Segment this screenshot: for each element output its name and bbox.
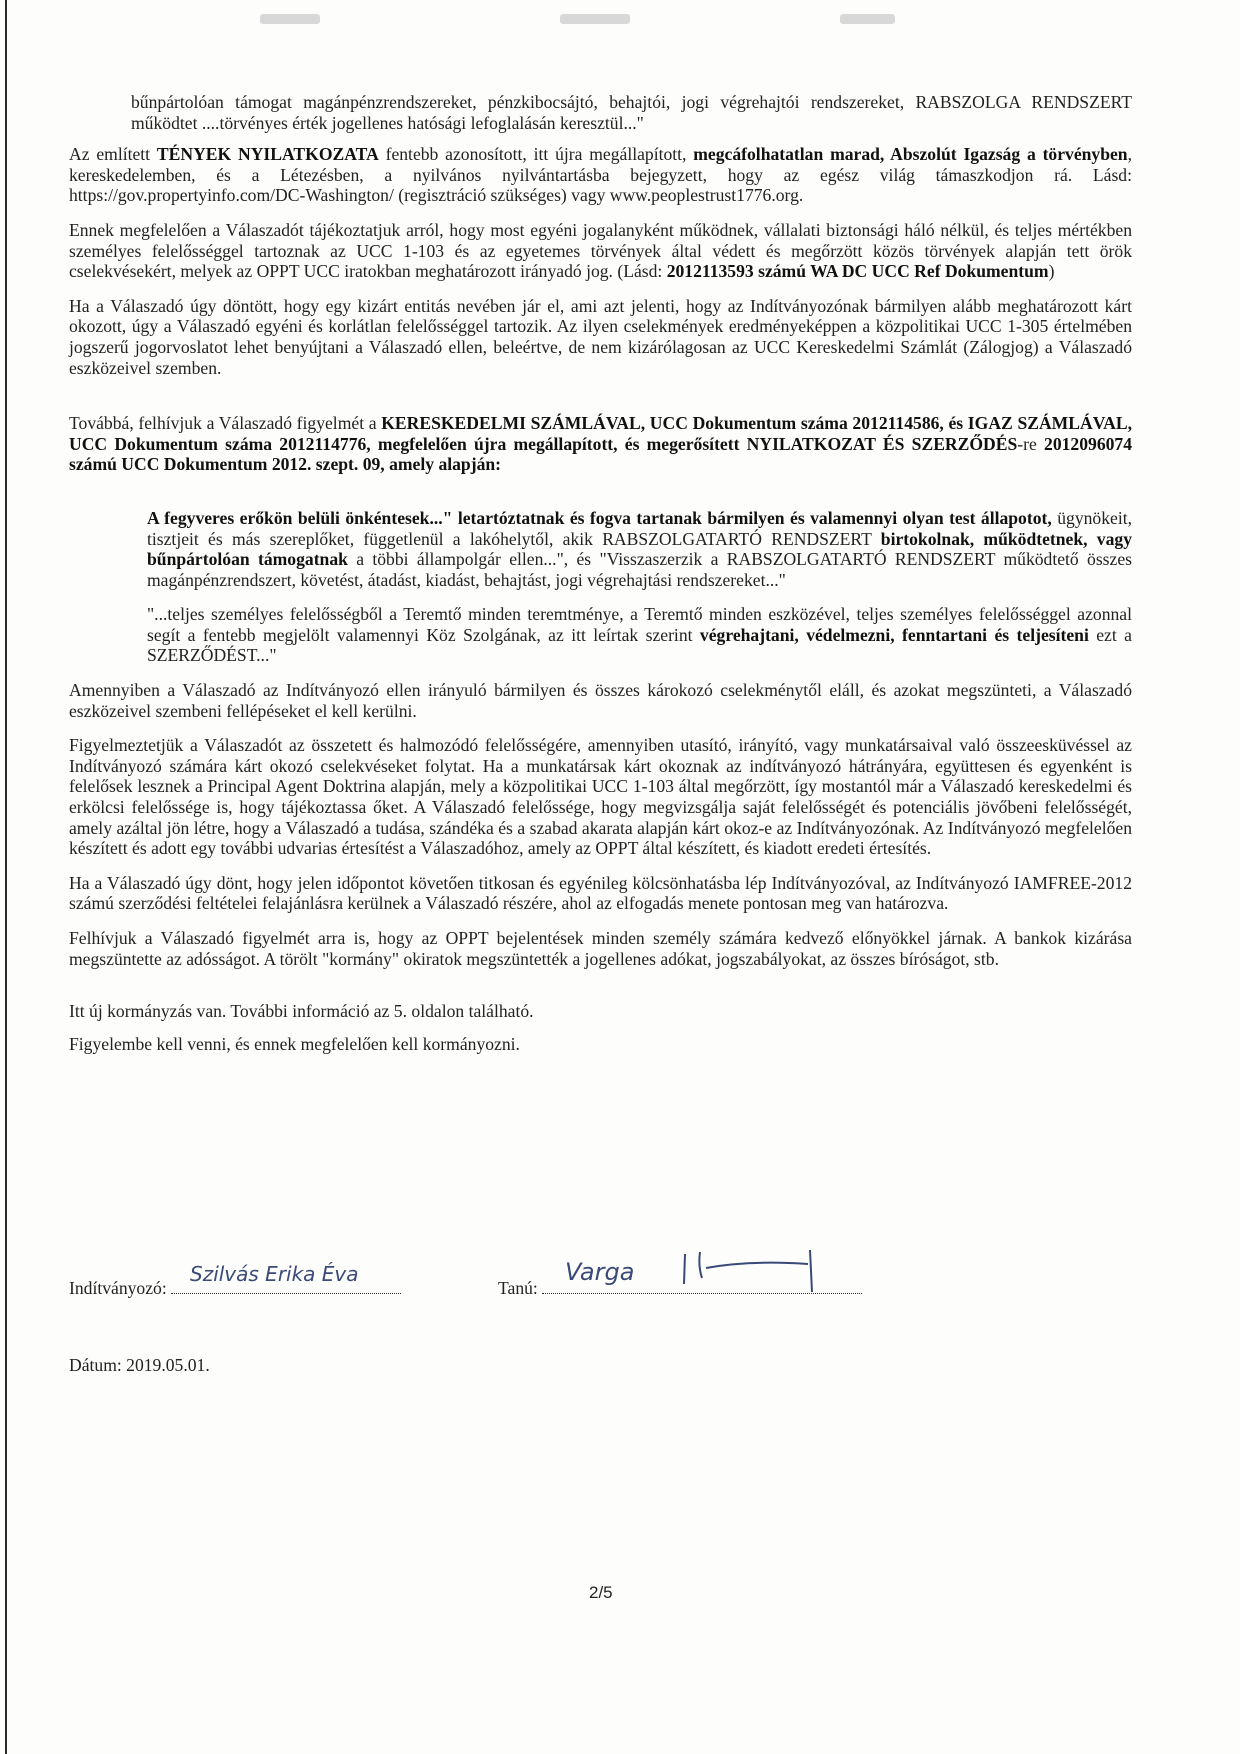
text-run: Az említett — [69, 144, 157, 165]
scan-smudge — [260, 14, 320, 24]
text-run: ) — [1048, 261, 1055, 282]
text-run: Figyelembe kell venni, és ennek megfelelően kell kormányozni. — [69, 1033, 520, 1054]
quote-paragraph — [147, 508, 1132, 590]
bold-text-run: TÉNYEK NYILATKOZATA — [156, 144, 379, 165]
date-line: Dátum: 2019.05.01. — [69, 1355, 210, 1375]
paragraph — [69, 680, 1132, 721]
bold-text-run: letartóztatnak és fogva tartanak bármilyen és valamennyi olyan test állapotot, — [452, 507, 1052, 528]
text-run: ügynökeit, tisztjeit és más szereplőket, függetlenül a lakóhelytől, akik RABSZOLGATARTÓ RENDSZERT — [147, 507, 1132, 549]
paragraph — [69, 413, 1132, 475]
petitioner-label: Indítványozó: — [69, 1278, 167, 1298]
bold-text-run: 2012113593 számú WA DC UCC Ref Dokumentum — [666, 261, 1049, 282]
text-run: Amennyiben a Válaszadó az Indítványozó ellen irányuló bármilyen és összes károkozó cselekménytől eláll, és azokat megszünteti, a Válaszadó eszközeivel szembeni fellépéseket el kell kerülni. — [69, 680, 1132, 721]
text-run: bűnpártolóan támogat magánpénzrendszereket, pénzkibocsájtó, behajtói, jogi végrehajtói rendszereket, RABSZOLGA RENDSZERT működtet ....törvényes érték jogellenes hatósági lefoglalásán keresztül..." — [131, 92, 1132, 133]
text-run: "...teljes személyes felelősségből a Teremtő minden teremtménye, a Teremtő minden eszközével, teljes személyes felelősséggel azonnal segít a fentebb megjelölt valamennyi Köz Szolgának, az itt leírtak szerint — [147, 604, 1132, 645]
paragraph — [69, 296, 1132, 378]
document-body — [69, 92, 1132, 1054]
text-run: Ha a Válaszadó úgy dönt, hogy jelen időpontot követően titkosan és egyénileg kölcsönhatásba lép Indítványozóval, az Indítványozó IAMFREE-2012 számú szerződési feltételei felajánlásra kerülnek a Válaszadó részére, ahol az elfogadás menete pontosan meg van határozva. — [69, 872, 1132, 914]
scan-smudge — [560, 14, 630, 24]
petitioner-signature: Szilvás Erika Éva — [190, 1262, 359, 1286]
bold-text-run: A fegyveres erőkön belüli önkéntesek..." — [147, 507, 453, 528]
witness-signature: Varga — [565, 1258, 635, 1286]
bold-text-run: megcáfolhatatlan marad, Abszolút Igazság a törvényben — [693, 144, 1128, 165]
paragraph — [69, 144, 1132, 206]
bold-text-run: birtokolnak, működtetnek, vagy bűnpártolóan támogatnak — [147, 528, 1132, 570]
text-run: Itt új kormányzás van. További információ az 5. oldalon található. — [69, 1001, 534, 1022]
paragraph — [69, 1034, 1132, 1055]
text-run: , kereskedelemben, és a Létezésben, a nyilvános nyilvántartásba bejegyzett, hogy az egész világ támaszkodjon rá. Lásd: https://gov.propertyinfo.com/DC-Washington/ (regisztráció szükséges) vagy www.peoplestrust1776.org. — [69, 144, 1133, 206]
witness-label: Tanú: — [498, 1278, 538, 1298]
text-run: Továbbá, felhívjuk a Válaszadó figyelmét a — [69, 413, 382, 434]
text-run: fentebb azonosított, itt újra megállapított, — [378, 144, 694, 165]
scan-edge-line — [5, 0, 7, 1754]
page-number: 2/5 — [589, 1583, 613, 1602]
text-run: Figyelmeztetjük a Válaszadót az összetett és halmozódó felelősségére, amennyiben utasító, irányító, vagy munkatársaival való összeesküvéssel az Indítványozó számára kárt okozó cselekvéseket folytat. Ha a munkatársak kárt okoznak az indítványozó hátrányára, együttesen és egyenként is felelősek lesznek a Principal Agent Doktrina alapján, mely a közpolitikai UCC 1-103 által megőrzött, így mostantól már a Válaszadó kereskedelmi és erkölcsi felelőssége is, hogy tájékoztassa őket. A Válaszadó felelőssége, hogy megvizsgálja saját felelősségét és potenciális jövőbeni felelősségét, amely azáltal jön létre, hogy a Válaszadó a tudása, szándéka és a szabad akarata alapján kárt okoz-e az Indítványozónak. Az Indítványozó megfelelően készített és adott egy további udvarias értesítést a Válaszadóhoz, amely az OPPT által készített, és kiadott eredeti értesítés. — [69, 735, 1132, 859]
paragraph — [69, 873, 1132, 914]
quote-paragraph — [147, 604, 1132, 666]
paragraph — [69, 928, 1132, 969]
bold-text-run: végrehajtani, védelmezni, fenntartani és teljesíteni — [699, 624, 1089, 645]
text-run: Felhívjuk a Válaszadó figyelmét arra is, hogy az OPPT bejelentések minden személy számára kedvező előnyökkel járnak. A bankok kizárása megszüntette az adósságot. A törölt "kormány" okiratok megszüntették a jogellenes adókat, jogszabályokat, az összes bíróságot, stb. — [69, 928, 1132, 969]
witness-signature-stroke — [640, 1246, 850, 1296]
paragraph — [69, 1001, 1132, 1022]
scan-smudge — [840, 14, 895, 24]
bold-text-run: 2012096074 számú UCC Dokumentum 2012. szept. 09, amely alapján: — [69, 433, 1132, 475]
text-run: Ha a Válaszadó úgy döntött, hogy egy kizárt entitás nevében jár el, ami azt jelenti, hogy az Indítványozónak bármilyen alább meghatározott kárt okozott, úgy a Válaszadó egyéni és korlátlan felelősséggel tartozik. Az ilyen cselekmények eredményeképpen a közpolitikai UCC 1-305 értelmében jogszerű jogorvoslatot lehet benyújtani a Válaszadó ellen, beleértve, de nem kizárólagosan az UCC Kereskedelmi Számlát (Zálogjog) a Válaszadó eszközeivel szemben. — [69, 295, 1132, 378]
text-run: -re — [1017, 433, 1045, 454]
text-run: Ennek megfelelően a Válaszadót tájékoztatjuk arról, hogy most egyéni jogalanyként működnek, vállalati biztonsági háló nélkül, és teljes mértékben személyes felelősséggel tartoznak az UCC 1-103 és az egyetemes törvények által védett és megőrzött közös törvények alapján tett örök cselekvésekért, melyek az OPPT UCC iratokban meghatározott irányadó jog. (Lásd: — [69, 219, 1132, 282]
bold-text-run: KERESKEDELMI SZÁMLÁVAL, UCC Dokumentum száma 2012114586, és IGAZ SZÁMLÁVAL, UCC Dokumentum száma 2012114776, megfelelően újra megállapított, és megerősített NYILATKOZAT ÉS SZERZŐDÉS — [69, 413, 1132, 454]
paragraph — [131, 92, 1132, 133]
text-run: a többi állampolgár ellen...", és "Visszaszerzik a RABSZOLGATARTÓ RENDSZERT működtető összes magánpénzrendszert, követést, átadást, kiadást, behajtást, jogi végrehajtási rendszereket..." — [147, 549, 1132, 590]
paragraph — [69, 220, 1132, 282]
text-run: ezt a SZERZŐDÉST..." — [147, 624, 1132, 666]
paragraph — [69, 735, 1132, 859]
